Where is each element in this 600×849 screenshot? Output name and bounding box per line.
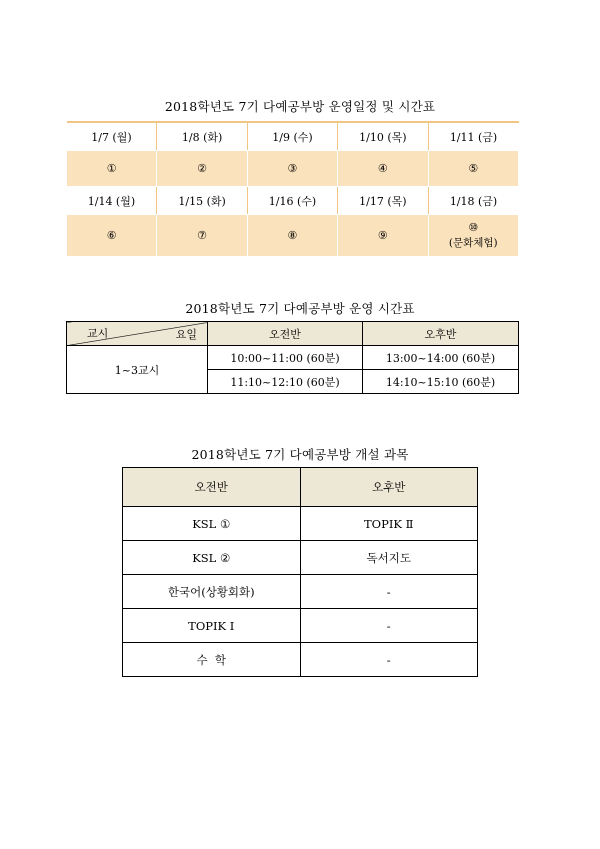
schedule-date-cell: 1/18 (금) [428,187,518,215]
schedule-session-row [67,151,519,187]
subjects-col-pm: 오후반 [300,468,478,507]
timetable-am-cell: 11:10~12:10 (60분) [208,370,363,394]
timetable-corner-header [67,322,208,346]
subjects-col-am: 오전반 [123,468,301,507]
subjects-am-cell: 한국어(상황회화) [123,575,301,609]
timetable-am-cell: 10:00~11:00 (60분) [208,346,363,370]
schedule-session-cell: ① [67,151,157,187]
schedule-date-cell: 1/9 (수) [247,122,337,151]
schedule-session-cell: ⑥ [67,215,157,257]
header-period-label: 교시 [87,327,109,340]
timetable-table [66,321,519,394]
schedule-title: 2018학년도 7기 다예공부방 운영일정 및 시간표 [164,99,436,114]
subjects-am-cell: KSL ② [123,541,301,575]
subjects-pm-cell: - [300,575,478,609]
subjects-row [123,541,478,575]
timetable-row [67,346,519,370]
subjects-pm-cell: - [300,609,478,643]
subjects-am-cell: TOPIK Ⅰ [123,609,301,643]
subjects-am-cell: 수 학 [123,643,301,677]
subjects-pm-cell: TOPIK Ⅱ [300,507,478,541]
schedule-date-cell: 1/10 (목) [338,122,428,151]
subjects-row [123,643,478,677]
subjects-table [122,467,478,677]
schedule-session-row [67,215,519,257]
schedule-session-cell-last [428,215,518,257]
schedule-table [66,121,519,257]
schedule-date-cell: 1/15 (화) [157,187,247,215]
subjects-row [123,609,478,643]
session-number: ⑩ [468,221,479,234]
subjects-title: 2018학년도 7기 다예공부방 개설 과목 [191,447,409,462]
schedule-session-cell: ⑧ [247,215,337,257]
timetable-col-pm: 오후반 [363,322,519,346]
schedule-date-cell: 1/11 (금) [428,122,518,151]
subjects-row [123,575,478,609]
timetable-pm-cell: 14:10~15:10 (60분) [363,370,519,394]
schedule-session-cell: ④ [338,151,428,187]
schedule-session-cell: ⑦ [157,215,247,257]
schedule-session-cell: ② [157,151,247,187]
subjects-am-cell: KSL ① [123,507,301,541]
schedule-date-cell: 1/7 (월) [67,122,157,151]
subjects-pm-cell: 독서지도 [300,541,478,575]
schedule-session-cell: ⑤ [428,151,518,187]
session-note: (문화체험) [448,237,498,249]
header-day-label: 요일 [175,328,197,341]
schedule-date-row [67,187,519,215]
subjects-header-row [123,468,478,507]
schedule-date-cell: 1/17 (목) [338,187,428,215]
timetable-header-row [67,322,519,346]
schedule-date-row [67,122,519,151]
schedule-date-cell: 1/14 (월) [67,187,157,215]
subjects-row [123,507,478,541]
schedule-date-cell: 1/8 (화) [157,122,247,151]
schedule-date-cell: 1/16 (수) [247,187,337,215]
timetable-title: 2018학년도 7기 다예공부방 운영 시간표 [185,301,415,316]
timetable-period-cell: 1~3교시 [67,346,208,394]
timetable-col-am: 오전반 [208,322,363,346]
schedule-session-cell: ⑨ [338,215,428,257]
timetable-pm-cell: 13:00~14:00 (60분) [363,346,519,370]
schedule-session-cell: ③ [247,151,337,187]
subjects-pm-cell: - [300,643,478,677]
